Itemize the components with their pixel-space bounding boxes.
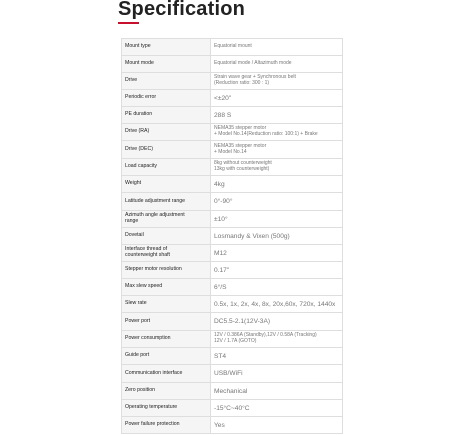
spec-label [122,262,211,279]
spec-value [211,400,343,417]
spec-value [211,211,343,228]
spec-value-text: Mechanical [214,387,248,395]
spec-label-text: Operating temperature [125,404,178,411]
spec-label [122,193,211,211]
spec-value-text: 4kg [214,180,225,188]
spec-value [211,176,343,193]
spec-label [122,296,211,313]
spec-label [122,141,211,159]
spec-label [122,159,211,176]
spec-row [122,313,343,331]
spec-label-text: Latitude adjustment range [125,197,185,204]
spec-value [211,159,343,176]
page-title: Specification [118,0,246,20]
spec-row [122,417,343,434]
spec-value [211,383,343,400]
spec-row [122,159,343,176]
spec-label-text: Azimuth angle adjustment [125,212,185,219]
spec-label [122,348,211,365]
spec-label-text: Drive (RA) [125,128,150,135]
spec-table [121,38,343,434]
spec-label [122,365,211,383]
spec-label [122,39,211,56]
spec-label [122,211,211,228]
spec-label-text: counterweight shaft [125,252,170,258]
spec-label [122,56,211,73]
spec-value [211,228,343,245]
spec-label-text: Drive (DEC) [125,145,153,152]
spec-value-text: 12V / 1.7A (GOTO) [214,338,257,344]
spec-value-text: + Model No.14 [214,148,247,155]
spec-value-text: 6°/S [214,283,227,291]
spec-value-text: 8kg without counterweight [214,160,272,167]
spec-value-text: DC5.5-2.1(12V-3A) [214,318,271,325]
spec-row [122,348,343,365]
spec-row [122,262,343,279]
spec-label [122,228,211,245]
spec-value-text: ±10° [214,215,228,223]
spec-value [211,348,343,365]
spec-label [122,90,211,107]
spec-row [122,279,343,296]
spec-value-text: NEMA35 stepper motor [214,125,267,132]
spec-row [122,245,343,262]
spec-value-text: <±20" [214,94,232,102]
spec-value [211,107,343,124]
spec-value [211,73,343,90]
spec-value [211,39,343,56]
spec-row [122,90,343,107]
spec-value-text: Equatorial mode / Altazimuth mode [214,60,292,67]
spec-row [122,73,343,90]
spec-label-text: Mount type [125,43,151,50]
spec-label [122,73,211,90]
section-header [118,0,348,24]
spec-row [122,228,343,245]
spec-value [211,56,343,73]
spec-label [122,331,211,348]
spec-row [122,296,343,313]
spec-value-text: M12 [214,249,227,257]
spec-row [122,176,343,193]
spec-value-text: 0°-90° [214,198,233,205]
spec-row [122,107,343,124]
spec-value [211,193,343,211]
spec-value [211,245,343,262]
spec-value-text: 0.17" [214,266,230,274]
spec-label-text: Mount mode [125,60,154,67]
spec-label-text: Guide port [125,352,150,359]
spec-row [122,365,343,383]
spec-label [122,400,211,417]
spec-table-body [122,39,343,434]
spec-value [211,90,343,107]
spec-label-text: Max slew speed [125,283,163,290]
spec-value-text: + Model No.14(Reduction ratio: 100:1) + Brake [214,131,318,137]
spec-value-text: 288 S [214,111,232,119]
spec-value-text: Losmandy & Vixen (500g) [214,232,290,240]
spec-label-text: Weight [125,180,142,187]
spec-label [122,417,211,434]
spec-label [122,245,211,262]
spec-value-text: 12V / 0.386A (Standby),12V / 0.58A (Tracking) [214,332,317,339]
spec-value-text: NEMA35 stepper motor [214,142,267,149]
spec-value-text: USB/WiFi [214,370,243,377]
spec-value [211,417,343,434]
spec-value [211,365,343,383]
spec-label-text: Stepper motor resolution [125,266,182,273]
spec-row [122,193,343,211]
spec-label-text: Periodic error [125,94,157,101]
spec-value [211,262,343,279]
spec-value-text: (Reduction ratio: 300 : 1) [214,80,270,86]
spec-value-text: 13kg with counterweight) [214,166,270,172]
spec-row [122,211,343,228]
spec-row [122,124,343,141]
spec-value [211,141,343,159]
spec-value [211,124,343,141]
spec-value-text: 0.5x, 1x, 2x, 4x, 8x, 20x,60x, 720x, 1440x [214,300,336,308]
spec-value [211,313,343,331]
spec-row [122,39,343,56]
spec-label-text: Slew rate [125,300,147,307]
spec-label-text: Communication interface [125,369,183,376]
spec-row [122,141,343,159]
spec-label-text: PE duration [125,111,153,118]
spec-value [211,331,343,348]
spec-label [122,107,211,124]
spec-label [122,279,211,296]
spec-label-text: range [125,218,139,224]
spec-row [122,331,343,348]
spec-label-text: Load capacity [125,163,158,170]
spec-label-text: Zero position [125,387,155,394]
spec-value [211,296,343,313]
spec-label-text: Power consumption [125,335,171,342]
spec-value-text: Equatorial mount [214,43,252,50]
spec-label [122,176,211,193]
title-accent-bar [118,22,139,24]
spec-label-text: Power failure protection [125,421,180,428]
spec-value-text: -15°C~40°C [214,404,250,412]
spec-label-text: Drive [125,77,138,84]
spec-label [122,313,211,331]
spec-value-text: Strain wave gear + Synchronous belt [214,74,296,81]
spec-value [211,279,343,296]
spec-label [122,124,211,141]
spec-label-text: Dovetail [125,232,144,239]
spec-row [122,400,343,417]
spec-value-text: Yes [214,421,225,429]
spec-row [122,56,343,73]
spec-label-text: Interface thread of [125,246,168,253]
spec-value-text: ST4 [214,352,227,360]
spec-label [122,383,211,400]
spec-label-text: Power port [125,317,151,324]
spec-row [122,383,343,400]
